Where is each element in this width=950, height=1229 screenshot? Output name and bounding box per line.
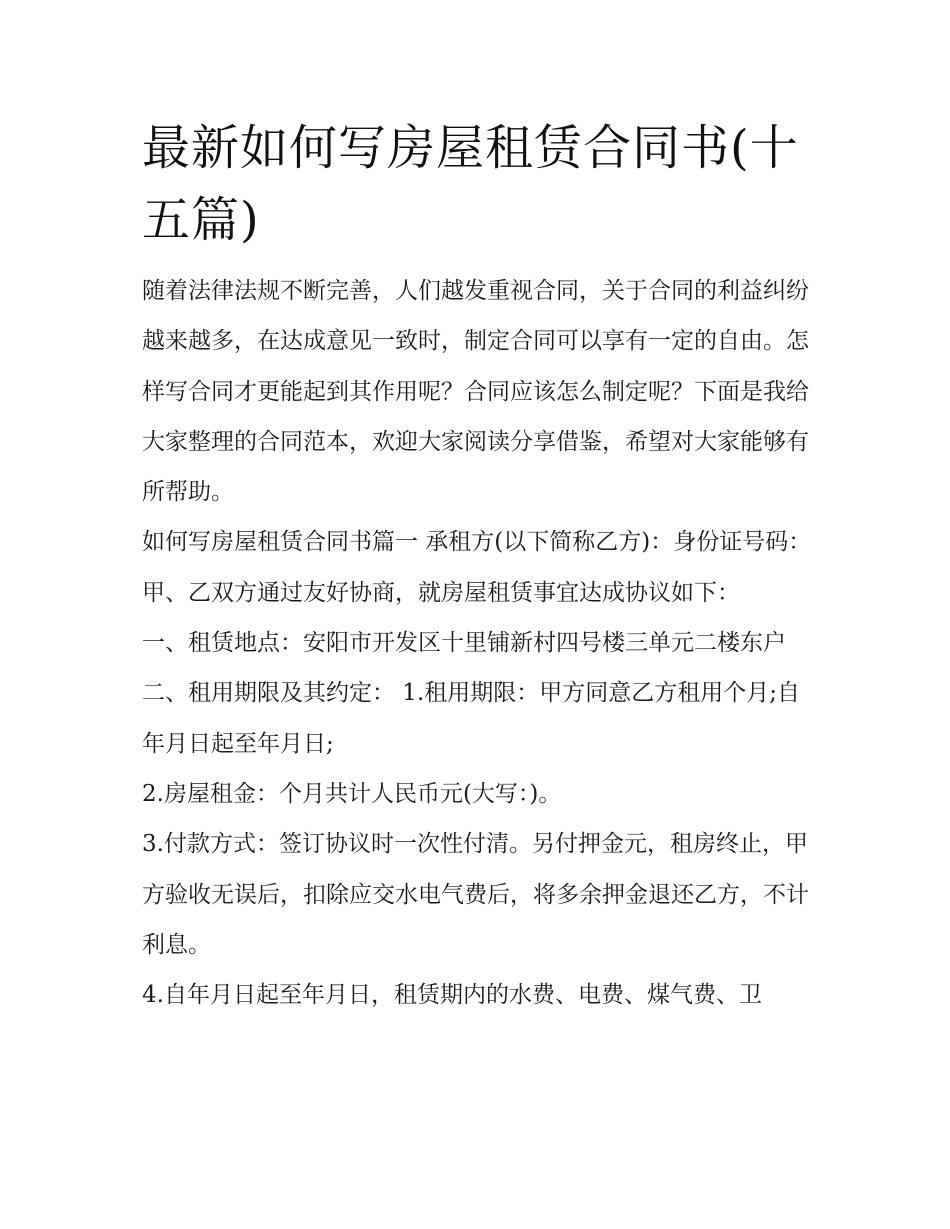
contract-preamble-paragraph: 如何写房屋租赁合同书篇一 承租方(以下简称乙方)：身份证号码： 甲、乙双方通过友好协商，就房屋租赁事宜达成协议如下： bbox=[142, 529, 812, 606]
clause-rent-paragraph: 2.房屋租金：个月共计人民币元(大写：)。 bbox=[142, 780, 562, 807]
clause-fees-paragraph: 4.自年月日起至年月日，租赁期内的水费、电费、煤气费、卫 bbox=[142, 982, 762, 1009]
document-title: 最新如何写房屋租赁合同书(十五篇) bbox=[142, 120, 799, 248]
clause-payment-paragraph: 3.付款方式：签订协议时一次性付清。另付押金元，租房终止，甲方验收无误后，扣除应交水电气费后，将多余押金退还乙方，不计利息。 bbox=[142, 831, 809, 958]
document-body bbox=[142, 112, 814, 1020]
clause-location-term-paragraph: 一、租赁地点：安阳市开发区十里铺新村四号楼三单元二楼东户 二、租用期限及其约定： 1.租用期限：甲方同意乙方租用个月;自年月日起至年月日; bbox=[142, 630, 801, 757]
intro-paragraph: 随着法律法规不断完善，人们越发重视合同，关于合同的利益纠纷越来越多，在达成意见一致时，制定合同可以享有一定的自由。怎样写合同才更能起到其作用呢？合同应该怎么制定呢？下面是我给大家整理的合同范本，欢迎大家阅读分享借鉴，希望对大家能够有所帮助。 bbox=[142, 278, 809, 506]
